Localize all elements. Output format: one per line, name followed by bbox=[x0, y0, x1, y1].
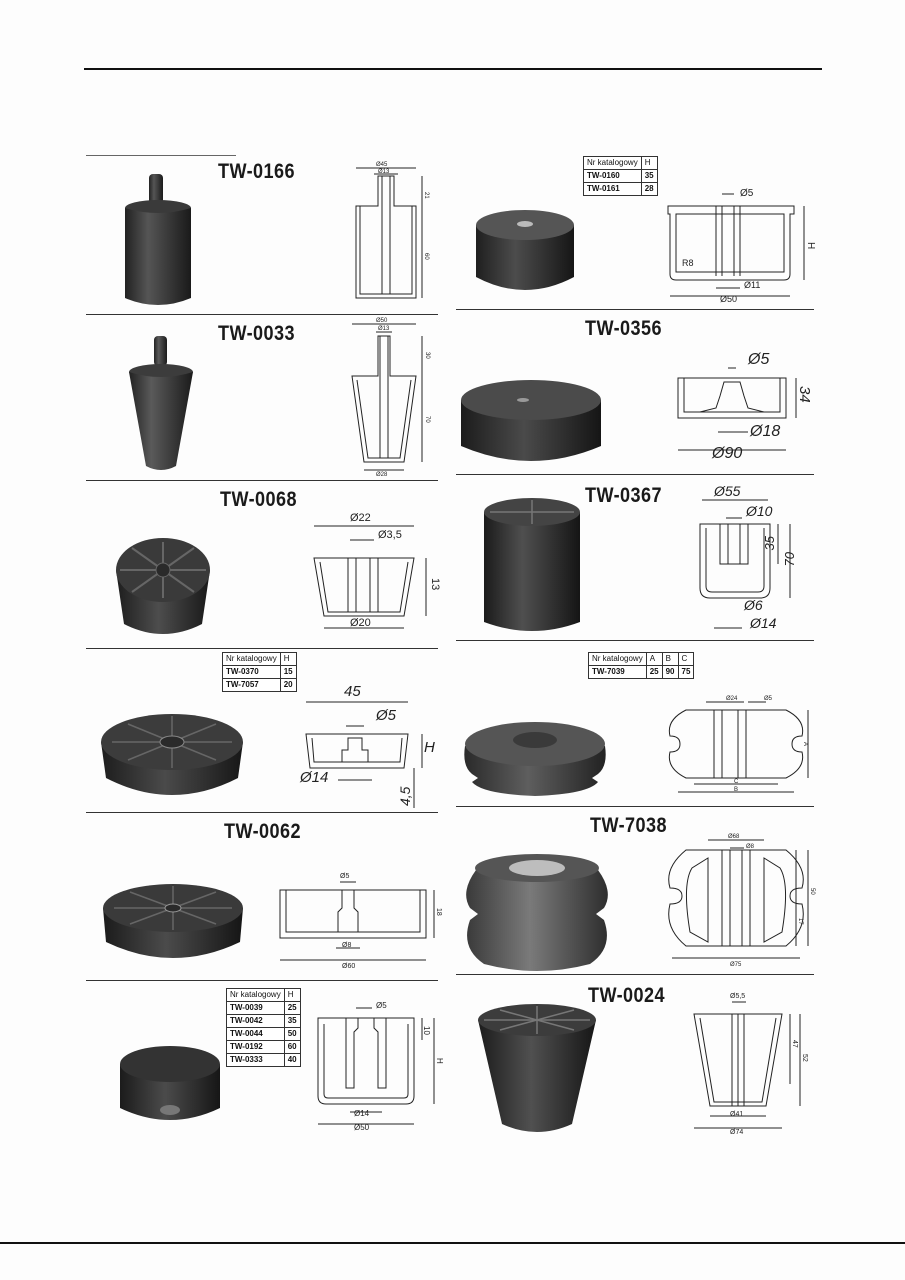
spec-table bbox=[583, 156, 658, 196]
dim-label: Ø75 bbox=[730, 962, 742, 968]
table-cell: 40 bbox=[284, 1054, 300, 1067]
separator bbox=[456, 974, 814, 975]
spec-table bbox=[222, 652, 297, 692]
dim-label: H bbox=[424, 739, 435, 756]
dim-label: Ø14 bbox=[300, 769, 329, 786]
dim-label: Ø24 bbox=[726, 696, 738, 702]
product-code: TW-0024 bbox=[588, 984, 665, 1007]
dim-label: Ø13 bbox=[378, 326, 390, 332]
product-code: TW-0068 bbox=[220, 488, 297, 511]
table-header: Nr katalogowy bbox=[223, 653, 281, 666]
separator bbox=[86, 980, 438, 981]
dim-label: Ø8 bbox=[342, 942, 352, 949]
dim-label: C bbox=[734, 779, 739, 785]
product-photo bbox=[118, 172, 198, 312]
dim-label: 47 bbox=[791, 1040, 798, 1048]
product-code: TW-0033 bbox=[218, 322, 295, 345]
technical-drawing bbox=[276, 868, 444, 972]
dim-label: 60 bbox=[423, 253, 429, 260]
product-photo bbox=[98, 708, 246, 804]
separator bbox=[86, 648, 438, 649]
dim-label: 52 bbox=[801, 1054, 808, 1062]
table-cell: TW-7039 bbox=[589, 666, 647, 679]
dim-label: Ø20 bbox=[350, 617, 371, 629]
dim-label: Ø45 bbox=[376, 162, 388, 168]
product-photo bbox=[100, 878, 246, 970]
dim-label: Ø41 bbox=[730, 1111, 744, 1118]
table-cell: 90 bbox=[662, 666, 678, 679]
separator bbox=[86, 155, 236, 156]
product-photo bbox=[112, 534, 214, 640]
dim-label: 30 bbox=[424, 352, 430, 359]
product-code: TW-0166 bbox=[218, 160, 295, 183]
technical-drawing bbox=[668, 690, 816, 800]
table-header: C bbox=[678, 653, 694, 666]
technical-drawing bbox=[350, 158, 440, 308]
technical-drawing bbox=[304, 508, 444, 638]
dim-label: Ø74 bbox=[730, 1129, 744, 1136]
product-code: TW-0356 bbox=[585, 317, 662, 340]
separator bbox=[86, 314, 438, 315]
dim-label: Ø18 bbox=[750, 423, 781, 440]
dim-label: Ø28 bbox=[376, 472, 388, 478]
table-cell: 35 bbox=[284, 1015, 300, 1028]
table-cell: TW-7057 bbox=[223, 679, 281, 692]
product-photo bbox=[124, 334, 198, 476]
dim-label: H bbox=[805, 242, 816, 250]
table-header: Nr katalogowy bbox=[227, 989, 285, 1002]
table-cell: TW-0370 bbox=[223, 666, 281, 679]
dim-label: Ø90 bbox=[712, 445, 743, 462]
dim-label: Ø5 bbox=[740, 188, 754, 199]
dim-label: R8 bbox=[682, 258, 694, 268]
dim-label: H bbox=[435, 1058, 444, 1064]
dim-label: Ø22 bbox=[350, 512, 371, 524]
table-header: H bbox=[641, 157, 657, 170]
dim-label: Ø6 bbox=[744, 597, 763, 613]
technical-drawing bbox=[664, 184, 814, 304]
dim-label: Ø5 bbox=[748, 351, 770, 368]
dim-label: Ø50 bbox=[720, 294, 738, 304]
separator bbox=[456, 806, 814, 807]
table-cell: TW-0161 bbox=[584, 183, 642, 196]
dim-label: 17 bbox=[797, 918, 803, 925]
technical-drawing bbox=[672, 346, 812, 466]
dim-label: Ø14 bbox=[750, 615, 777, 631]
dim-label: Ø50 bbox=[376, 318, 388, 324]
technical-drawing bbox=[310, 996, 444, 1134]
dim-label: Ø13 bbox=[378, 169, 390, 175]
table-cell: 25 bbox=[646, 666, 662, 679]
dim-label: B bbox=[734, 787, 739, 793]
product-photo bbox=[462, 716, 608, 796]
table-header: B bbox=[662, 653, 678, 666]
technical-drawing bbox=[690, 988, 814, 1136]
dim-label: 70 bbox=[782, 552, 797, 567]
table-header: Nr katalogowy bbox=[589, 653, 647, 666]
technical-drawing bbox=[298, 682, 444, 812]
table-cell: 25 bbox=[284, 1002, 300, 1015]
bottom-rule bbox=[0, 1242, 905, 1244]
dim-label: 45 bbox=[344, 683, 361, 700]
table-cell: TW-0039 bbox=[227, 1002, 285, 1015]
technical-drawing bbox=[346, 316, 442, 476]
dim-label: Ø60 bbox=[342, 963, 356, 970]
dim-label: Ø5 bbox=[764, 696, 773, 702]
product-photo bbox=[474, 1002, 600, 1136]
product-photo bbox=[472, 205, 578, 300]
dim-label: 70 bbox=[424, 416, 430, 423]
table-cell: 50 bbox=[284, 1028, 300, 1041]
table-header: H bbox=[284, 989, 300, 1002]
dim-label: Ø3,5 bbox=[378, 529, 402, 541]
table-cell: 20 bbox=[280, 679, 296, 692]
dim-label: 50 bbox=[809, 888, 815, 895]
table-cell: 75 bbox=[678, 666, 694, 679]
dim-label: A bbox=[802, 742, 808, 747]
dim-label: Ø10 bbox=[746, 503, 773, 519]
product-code: TW-0367 bbox=[585, 484, 662, 507]
dim-label: Ø50 bbox=[354, 1123, 370, 1132]
technical-drawing bbox=[668, 828, 816, 968]
separator bbox=[456, 640, 814, 641]
product-code: TW-7038 bbox=[590, 814, 667, 837]
dim-label: 13 bbox=[429, 578, 441, 591]
product-photo bbox=[116, 1040, 224, 1130]
product-photo bbox=[480, 494, 584, 636]
dim-label: 35 bbox=[762, 536, 777, 551]
separator bbox=[86, 480, 438, 481]
dim-label: Ø55 bbox=[714, 483, 741, 499]
spec-table bbox=[588, 652, 694, 679]
dim-label: Ø11 bbox=[744, 280, 761, 290]
dim-label: 4,5 bbox=[397, 786, 413, 806]
table-cell: 35 bbox=[641, 170, 657, 183]
table-header: Nr katalogowy bbox=[584, 157, 642, 170]
dim-label: Ø5 bbox=[340, 873, 350, 880]
separator bbox=[86, 812, 438, 813]
dim-label: Ø14 bbox=[354, 1109, 370, 1118]
table-cell: TW-0044 bbox=[227, 1028, 285, 1041]
table-cell: TW-0042 bbox=[227, 1015, 285, 1028]
dim-label: Ø5,5 bbox=[730, 993, 746, 1000]
table-cell: TW-0333 bbox=[227, 1054, 285, 1067]
technical-drawing bbox=[690, 482, 810, 636]
separator bbox=[456, 474, 814, 475]
top-rule bbox=[84, 68, 822, 70]
table-cell: 28 bbox=[641, 183, 657, 196]
dim-label: 21 bbox=[423, 192, 429, 199]
dim-label: 34 bbox=[796, 386, 813, 403]
separator bbox=[456, 309, 814, 310]
table-header: H bbox=[280, 653, 296, 666]
product-code: TW-0062 bbox=[224, 820, 301, 843]
dim-label: 18 bbox=[435, 908, 442, 916]
product-photo bbox=[458, 376, 604, 470]
table-header: A bbox=[646, 653, 662, 666]
spec-table bbox=[226, 988, 301, 1067]
table-cell: 60 bbox=[284, 1041, 300, 1054]
table-cell: TW-0160 bbox=[584, 170, 642, 183]
dim-label: 10 bbox=[422, 1026, 431, 1035]
dim-label: Ø68 bbox=[728, 834, 740, 840]
dim-label: Ø5 bbox=[376, 1001, 387, 1010]
dim-label: Ø8 bbox=[746, 844, 755, 850]
table-cell: TW-0192 bbox=[227, 1041, 285, 1054]
dim-label: Ø5 bbox=[376, 707, 397, 724]
product-photo bbox=[464, 852, 610, 974]
table-cell: 15 bbox=[280, 666, 296, 679]
